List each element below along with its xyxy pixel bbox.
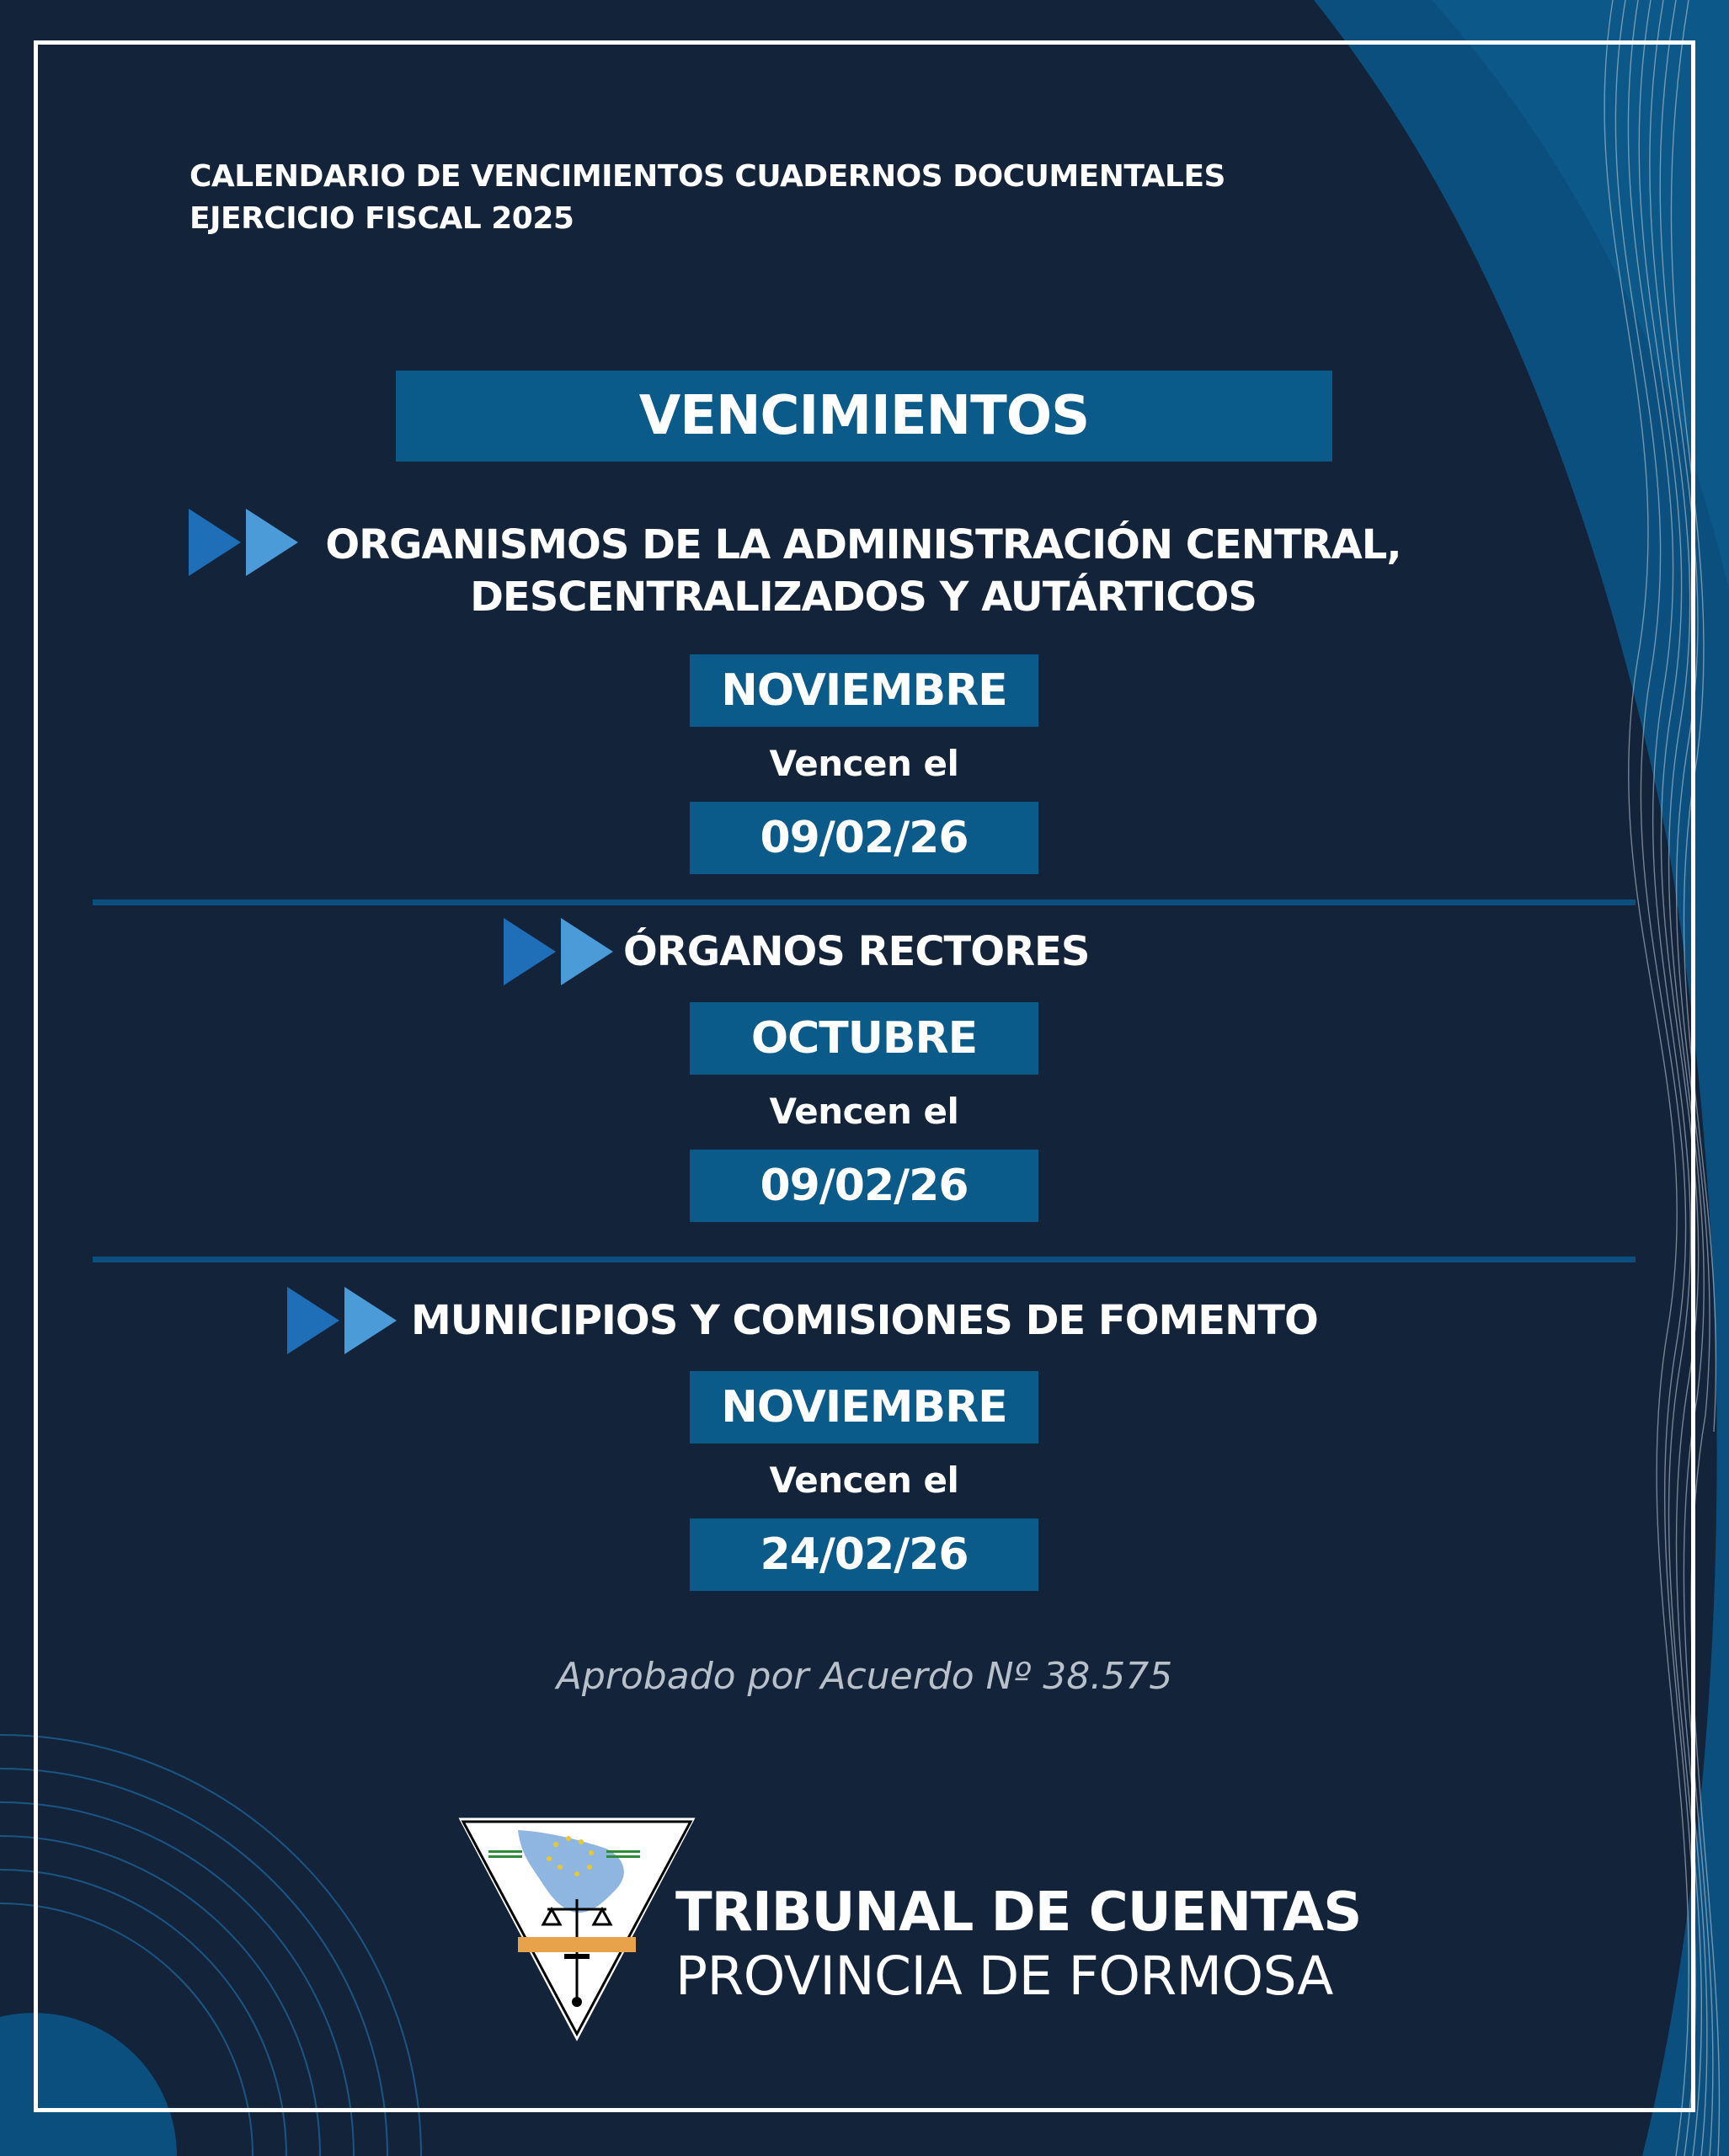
section-2-month: OCTUBRE bbox=[690, 1002, 1038, 1075]
double-play-arrows-icon bbox=[504, 918, 613, 985]
section-1-title-line2: DESCENTRALIZADOS Y AUTÁRTICOS bbox=[470, 574, 1257, 621]
section-1-month: NOVIEMBRE bbox=[690, 654, 1038, 727]
section-divider bbox=[93, 899, 1636, 905]
vencimientos-banner: VENCIMIENTOS bbox=[396, 371, 1332, 462]
organization-province: PROVINCIA DE FORMOSA bbox=[675, 1945, 1333, 2007]
section-1-due-label: Vencen el bbox=[769, 743, 959, 784]
section-1-title-line1: ORGANISMOS DE LA ADMINISTRACIÓN CENTRAL, bbox=[325, 521, 1401, 568]
tribunal-de-cuentas-seal bbox=[455, 1815, 699, 2047]
header-title: CALENDARIO DE VENCIMIENTOS CUADERNOS DOCUMENTALES bbox=[189, 159, 1225, 194]
page-header bbox=[189, 156, 1225, 240]
section-2-due-label: Vencen el bbox=[769, 1091, 959, 1132]
section-1-due-date: 09/02/26 bbox=[690, 802, 1038, 874]
section-1-title bbox=[278, 519, 1449, 623]
section-3-due-date: 24/02/26 bbox=[690, 1518, 1038, 1591]
section-2-title-line1: ÓRGANOS RECTORES bbox=[623, 928, 1090, 975]
section-3-month: NOVIEMBRE bbox=[690, 1371, 1038, 1444]
double-play-arrows-icon bbox=[287, 1287, 397, 1354]
approval-note: Aprobado por Acuerdo Nº 38.575 bbox=[556, 1655, 1173, 1698]
section-divider bbox=[93, 1257, 1636, 1262]
page-frame bbox=[34, 40, 1695, 2112]
header-subtitle: EJERCICIO FISCAL 2025 bbox=[189, 201, 574, 236]
organization-name: TRIBUNAL DE CUENTAS bbox=[675, 1881, 1362, 1944]
section-3-title-line1: MUNICIPIOS Y COMISIONES DE FOMENTO bbox=[411, 1297, 1318, 1344]
section-3-title bbox=[411, 1294, 1329, 1347]
section-2-title bbox=[623, 926, 1112, 978]
section-2-due-date: 09/02/26 bbox=[690, 1150, 1038, 1222]
section-3-due-label: Vencen el bbox=[769, 1460, 959, 1501]
